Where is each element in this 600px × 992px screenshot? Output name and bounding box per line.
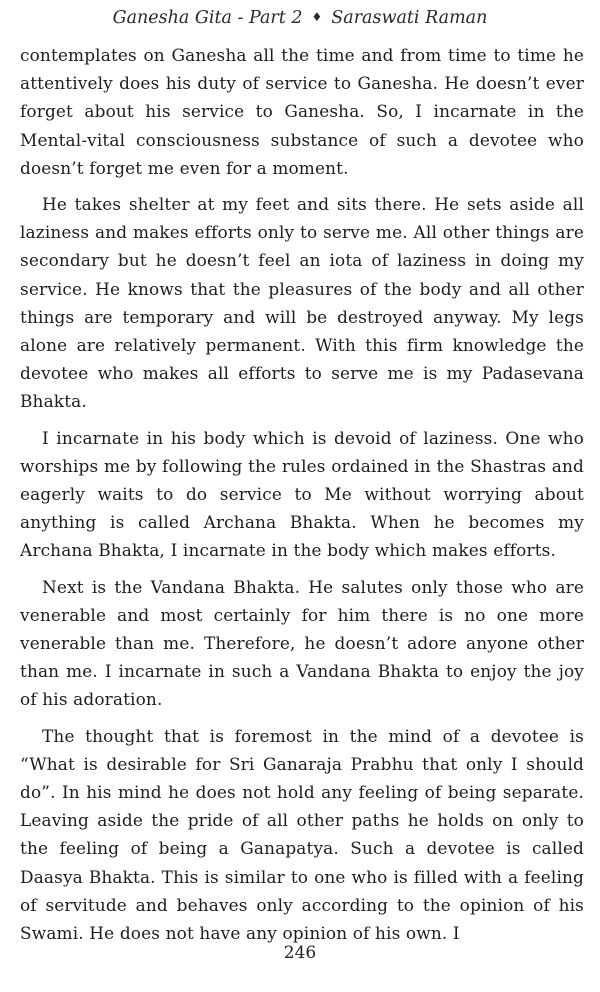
paragraph-vandana: Next is the Vandana Bhakta. He salutes only those who are venerable and most certainly for him there is no one more venerable than me. Therefore, he doesn’t adore anyone other than me. I incarnate in such a Vandana Bhakta to enjoy the joy of his adoration. [20, 576, 584, 710]
author-name: Saraswati Raman [331, 8, 488, 28]
diamond-separator-icon: ♦ [311, 10, 323, 24]
paragraph-continued: contemplates on Ganesha all the time and from time to time he attentively does his duty of service to Ganesha. He doesn’t ever forget about his service to Ganesha. So, I incarnate in the Mental-vital consciousness substance of such a devotee who doesn’t forget me even for a moment. [20, 45, 584, 178]
paragraph-padasevana: He takes shelter at my feet and sits there. He sets aside all laziness and makes efforts only to serve me. All other things are secondary but he doesn’t feel an iota of laziness in doing my service. He knows that the pleasures of the body and all other things are temporary and will be destroyed anyway. My legs alone are relatively permanent. With this firm knowledge the devotee who makes all efforts to serve me is my Padasevana Bhakta. [20, 194, 584, 412]
page-body [20, 41, 584, 947]
running-header [0, 6, 600, 31]
book-title: Ganesha Gita - Part 2 [112, 8, 303, 28]
page-number: 246 [283, 943, 317, 963]
paragraph-archana: I incarnate in his body which is devoid of laziness. One who worships me by following the rules ordained in the Shastras and eagerly waits to do service to Me without worrying about anything is called Archana Bhakta. When he becomes my Archana Bhakta, I incarnate in the body which makes efforts. [20, 427, 584, 561]
paragraph-daasya: The thought that is foremost in the mind of a devotee is “What is desirable for Sri Ganaraja Prabhu that only I should do”. In his mind he does not hold any feeling of being separate. Leaving aside the pride of all other paths he holds on only to the feeling of being a Ganapatya. Such a devotee is called Daasya Bhakta. This is similar to one who is filled with a feeling of servitude and behaves only according to the opinion of his Swami. He does not have any opinion of his own. I [20, 725, 584, 944]
